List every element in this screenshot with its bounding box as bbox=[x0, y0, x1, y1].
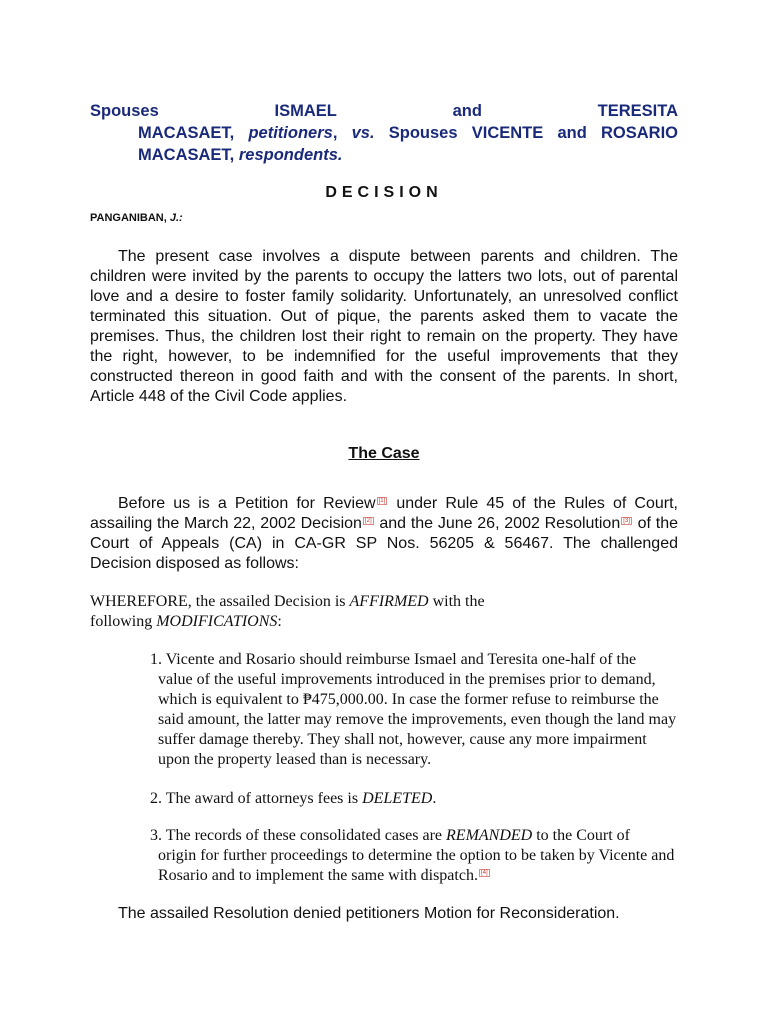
ponente-name: PANGANIBAN, bbox=[90, 212, 167, 224]
caption-line-1 bbox=[90, 100, 678, 122]
item-3-text: to the Court of bbox=[532, 827, 630, 844]
ponente-title: J.: bbox=[169, 212, 183, 224]
respondent-surname: MACASAET, bbox=[138, 146, 235, 164]
quote-text: WHEREFORE, the assailed Decision is bbox=[90, 593, 350, 610]
section-title-the-case: The Case bbox=[348, 445, 420, 462]
item-3-emphasis: REMANDED bbox=[446, 827, 533, 844]
dispositive-item-1 bbox=[150, 650, 680, 770]
caption-line-3 bbox=[90, 144, 678, 166]
intro-paragraph bbox=[90, 247, 678, 407]
case-text: Before us is a Petition for Review bbox=[118, 495, 376, 512]
item-3-text: origin for further proceedings to determine the option to be taken by Vicente and Rosario and to implement the same with dispatch. bbox=[158, 847, 675, 884]
caption-line-2: MACASAET, petitioners, vs. Spouses VICENTE and ROSARIO bbox=[138, 124, 678, 142]
closing-sentence: The assailed Resolution denied petitioners Motion for Reconsideration. bbox=[118, 905, 620, 922]
caption-word: ISMAEL bbox=[274, 102, 337, 120]
quote-text: : bbox=[277, 613, 282, 630]
item-2-text: 2. The award of attorneys fees is bbox=[150, 790, 363, 807]
item-1-first-line: 1. Vicente and Rosario should reimburse Ismael and Teresita one-half of the bbox=[150, 651, 637, 668]
dispositive-quote bbox=[90, 592, 520, 632]
intro-text: The present case involves a dispute between parents and children. The children were invited by the parents to occupy the latters two lots, out of parental love and a desire to foster family solidarity. Unfortunately, an unresolved conflict terminated this situation. Out of pique, the parents asked them to vacate the premises. Thus, the children lost their right to remain on the property. They have the right, however, to be indemnified for the useful improvements that they constructed thereon in good faith and with the consent of the parents. In short, Article 448 of the Civil Code applies. bbox=[90, 248, 678, 405]
quote-text: with the following bbox=[90, 593, 485, 630]
respondents-names: Spouses VICENTE and ROSARIO bbox=[388, 124, 678, 142]
item-3-text: 3. The records of these consolidated cases are bbox=[150, 827, 447, 844]
decision-heading: DECISION bbox=[325, 184, 443, 201]
caption-word: Spouses bbox=[90, 102, 159, 120]
quote-emphasis: AFFIRMED bbox=[349, 593, 429, 610]
footnote-link-2[interactable]: [2] bbox=[364, 517, 372, 524]
case-text: and the June 26, 2002 Resolution bbox=[374, 515, 621, 532]
item-2-text: . bbox=[432, 790, 437, 807]
petitioner-surname: MACASAET, bbox=[138, 124, 235, 142]
caption-word: TERESITA bbox=[597, 102, 678, 120]
item-3-continuation bbox=[150, 846, 680, 886]
footnote-link-1[interactable]: [1] bbox=[378, 497, 386, 504]
caption-word: and bbox=[452, 102, 482, 120]
respondents-label: respondents. bbox=[238, 146, 343, 164]
case-text: under Rule 45 of the Rules of Court, assailing the March 22, 2002 Decision bbox=[90, 495, 679, 532]
footnote-link-3[interactable]: [3] bbox=[623, 517, 630, 524]
case-paragraph bbox=[90, 494, 678, 574]
dispositive-item-2 bbox=[150, 789, 680, 809]
quote-emphasis: MODIFICATIONS bbox=[156, 613, 278, 630]
footnote-link-4[interactable]: [4] bbox=[480, 869, 488, 876]
item-1-continuation: value of the useful improvements introduced in the premises prior to demand, which is equivalent to ₱475,000.00. In case the former refuse to reimburse the said amount, the latter may remove the improvements, even though the land may suffer damage thereby. They shall not, however, cause any more impairment upon the property leased than is necessary. bbox=[158, 671, 677, 768]
petitioners-label: petitioners bbox=[248, 124, 333, 142]
case-caption bbox=[90, 100, 678, 166]
versus-label: vs. bbox=[351, 124, 375, 142]
case-text: of the Court of Appeals (CA) in CA-GR SP Nos. 56205 & 56467. The challenged Decision disposed as follows: bbox=[90, 515, 679, 572]
item-2-emphasis: DELETED bbox=[362, 790, 433, 807]
dispositive-item-3 bbox=[150, 826, 680, 886]
ponente bbox=[90, 212, 183, 224]
